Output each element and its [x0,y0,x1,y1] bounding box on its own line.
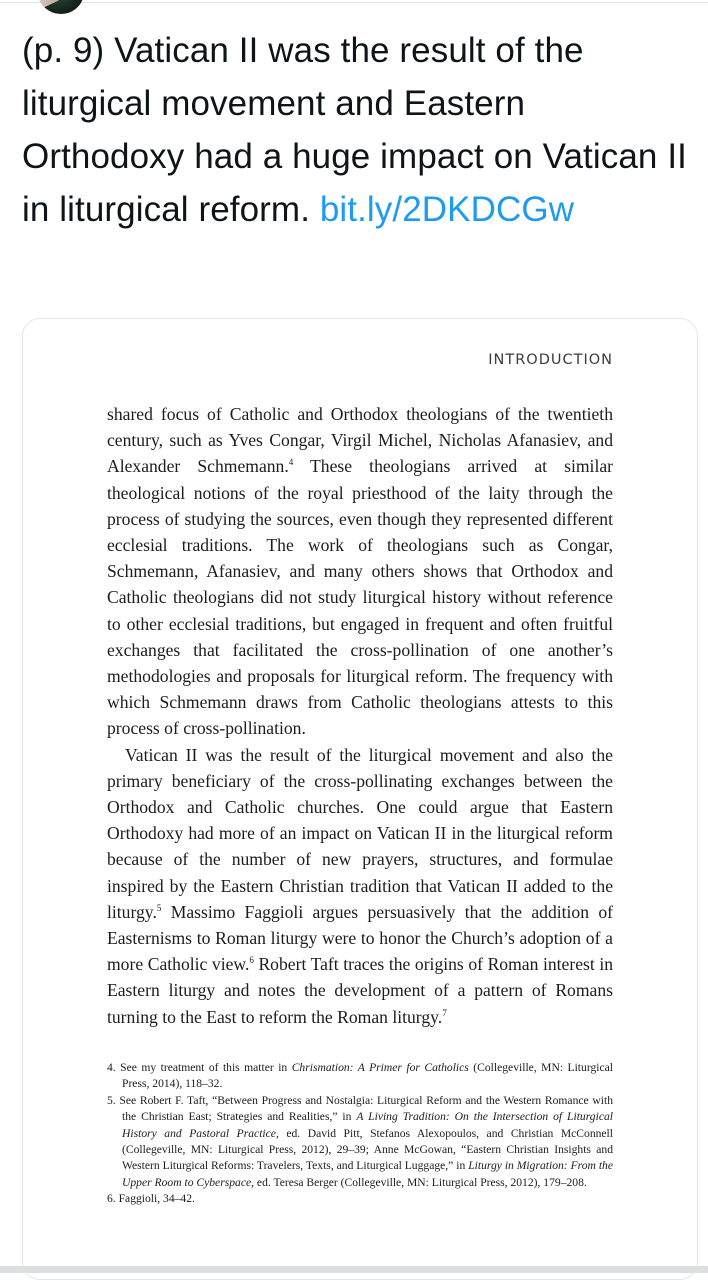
footnote-ref: 4 [288,457,294,468]
footnote-title: A Living Tradition: On the Intersection of Liturgical History and Pastoral Practice [122,1110,613,1140]
top-divider [0,2,708,3]
footnote-number: 5. [107,1093,116,1107]
footnote-text: Faggioli, 34–42. [115,1192,195,1206]
paragraph-text: These theologians arrived at similar theological notions of the royal priesthood of the laity through the process of studying the sources, even though they represented different ecclesial traditions. The work of theologians such as Congar, Schmemann, Afanasiev, and many others shows that Orthodox and Catholic theologians did not study liturgical history without reference to other ecclesial traditions, but engaged in frequent and often fruitful exchanges that facilitated the cross-pollination of one another’s methodologies and proposals for liturgical reform. The frequency with which Schmemann draws from Catholic theologians attests to this process of cross-pollination. [107,456,613,739]
book-page [107,401,613,1208]
footnote-title: Liturgy in Migration: From the Upper Room to Cyberspace [122,1159,613,1189]
footnote-title: Chrismation: A Primer for Catholics [291,1060,469,1074]
paragraph-text: Robert Taft traces the origins of Roman interest in Eastern liturgy and notes the development of a pattern of Romans turning to the East to reform the Roman liturgy. [107,954,614,1027]
paragraph-text: shared focus of Catholic and Orthodox theologians of the twentieth century, such as Yves Congar, Virgil Michel, Nicholas Afanasiev, and Alexander Schmemann. [107,404,613,477]
tweet-link[interactable]: bit.ly/2DKDCGw [319,190,575,229]
footnote-text: , ed. Teresa Berger (Collegeville, MN: Liturgical Press, 2012), 179–208. [251,1175,587,1189]
attached-image-card[interactable] [22,318,698,1280]
paragraph-2 [107,742,613,1030]
footnote-ref: 5 [156,903,162,913]
footnote-number: 6. [107,1192,116,1206]
footnote-number: 4. [107,1060,116,1074]
footnote-5 [107,1093,613,1191]
footnote-ref: 7 [442,1007,447,1018]
user-avatar[interactable] [38,0,84,14]
bottom-divider [0,1266,708,1273]
tweet-text [22,24,692,236]
footnote-text: (Collegeville, MN: Liturgical Press, 2014), 118–32. [122,1060,614,1091]
footnote-4 [107,1060,613,1093]
paragraph-text: Vatican II was the result of the liturgical movement and also the primary beneficiary of the cross-pollinating exchanges between the Orthodox and Catholic churches. One could argue that Eastern Orthodoxy had more of an impact on Vatican II in the liturgical reform because of the number of new prayers, structures, and formulae inspired by the Eastern Christian tradition that Vatican II added to the liturgy. [107,744,613,922]
running-head: INTRODUCTION [488,352,613,368]
tweet-body: (p. 9) Vatican II was the result of the liturgical movement and Eastern Orthodoxy had a huge impact on Vatican II in liturgical reform. [22,31,687,229]
footnote-text: , ed. David Pitt, Stefanos Alexopoulos, and Christian McConnell (Collegeville, MN: Liturgical Press, 2012), 29–39; Anne McGowan, “Eastern Christian Insights and Western Liturgical Reforms: Travelers, Texts, and Liturgical Luggage,” in [122,1126,614,1173]
footnote-text: See my treatment of this matter in [115,1060,292,1074]
footnote-text: See Robert F. Taft, “Between Progress and Nostalgia: Liturgical Reform and the Western Romance with the Christian East; Strategies and Realities,” in [115,1093,613,1124]
footnote-6 [107,1191,613,1207]
footnotes [107,1060,613,1208]
footnote-ref: 6 [249,955,254,966]
paragraph-text: Massimo Faggioli argues persuasively that the addition of Easternisms to Roman liturgy were to honor the Church’s adoption of a more Catholic view. [107,901,613,975]
paragraph-1 [107,401,613,742]
